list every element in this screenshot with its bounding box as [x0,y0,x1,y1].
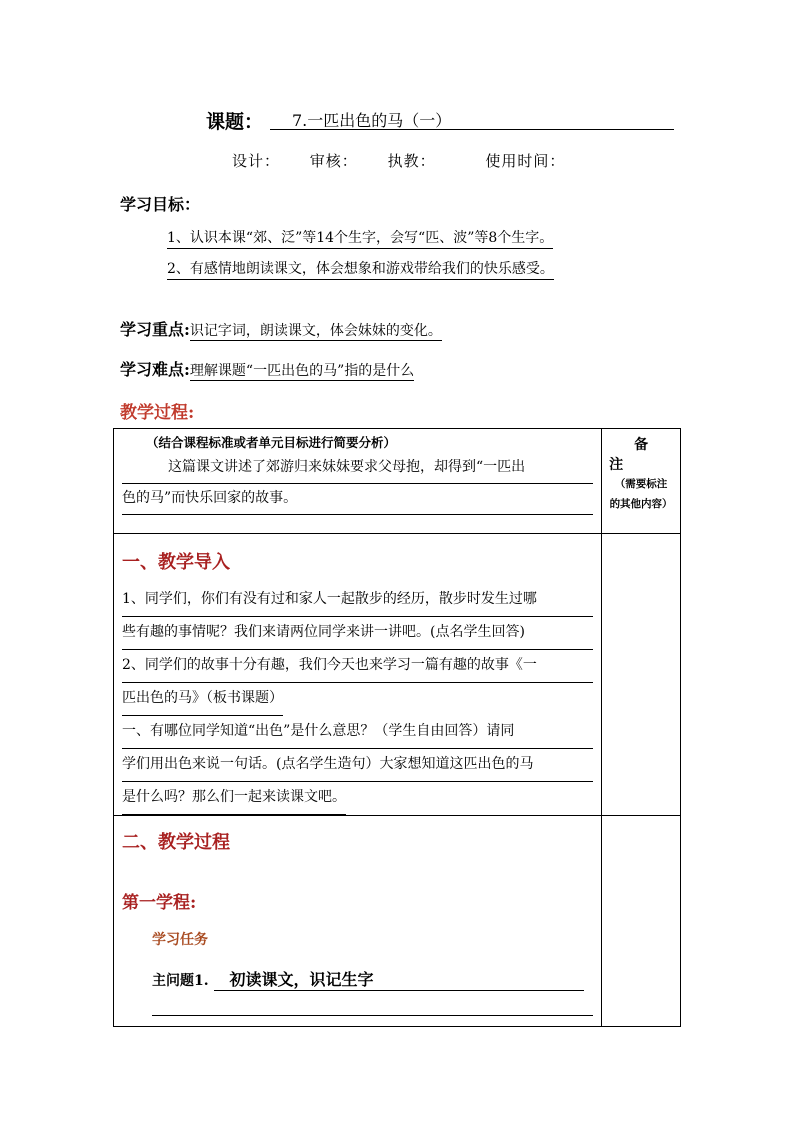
stage1-title: 第一学程: [122,893,197,913]
q1-label: 主问题1. [152,973,209,989]
s1-p2-b: 匹出色的马》（板书课题） [122,683,283,716]
analysis-text-2: 色的马”而快乐回家的故事。 [122,484,593,515]
section1-cell [114,534,602,816]
answer-blank-line[interactable] [152,995,593,1016]
q1-value: 初读课文，识记生字 [214,967,584,991]
meta-design: 设计： [232,152,281,170]
focus-label: 学习重点: [120,320,190,339]
section2-cell [114,816,602,1027]
task-label: 学习任务 [152,932,208,948]
analysis-text-1: 这篇课文讲述了郊游归来妹妹要求父母抱，却得到“一匹出 [122,453,593,484]
lesson-title [206,107,676,131]
meta-review: 审核： [309,152,358,170]
section1-row [114,534,681,816]
remark-cell-3 [602,816,681,1027]
goal-item-1: 1、认识本课“郊、泛”等14个生字，会写“匹、波”等8个生字。 [167,227,553,249]
s1-p1-a: 1、同学们，你们有没有过和家人一起散步的经历，散步时发生过哪 [122,584,593,617]
remark-sub-1: （需要标注 [614,478,668,490]
analysis-head: （结合课程标准或者单元目标进行简要分析） [146,435,397,450]
s1-p3-b: 学们用出色来说一句话。(点名学生造句）大家想知道这匹出色的马 [122,749,593,782]
process-title: 教学过程: [120,403,195,423]
analysis-cell [114,429,602,534]
remark-cell-2 [602,534,681,816]
meta-row [232,150,589,171]
focus-row [120,317,442,340]
section2-title: 二、教学过程 [122,832,230,853]
remark-sub-2: 的其他内容） [609,498,673,510]
difficulty-label: 学习难点: [120,360,190,379]
s1-p1-b: 些有趣的事情呢？我们来请两位同学来讲一讲吧。(点名学生回答) [122,617,593,650]
difficulty-value: 理解课题“一匹出色的马”指的是什么 [189,363,415,379]
title-label: 课题： [206,111,264,133]
question-row-1 [122,967,593,991]
remark-cell [602,429,681,534]
title-value: 7.一匹出色的马（一） [270,108,674,130]
lesson-table [113,428,681,1027]
section1-title: 一、教学导入 [122,552,230,573]
goals-label: 学习目标： [120,195,201,214]
s1-p3-a: 一、有哪位同学知道“出色”是什么意思？（学生自由回答）请同 [122,716,593,749]
meta-teacher: 执教： [387,152,436,170]
focus-value: 识记字词，朗读课文，体会妹妹的变化。 [189,323,442,339]
s1-p2-a: 2、同学们的故事十分有趣，我们今天也来学习一篇有趣的故事《一 [122,650,593,683]
meta-time: 使用时间： [485,152,566,170]
analysis-row [114,429,681,534]
remark-title-1: 备 [634,437,649,453]
s1-p3-c: 是什么吗？那么们一起来读课文吧。 [122,782,346,815]
goal-item-2: 2、有感情地朗读课文，体会想象和游戏带给我们的快乐感受。 [167,258,554,280]
remark-title-2: 注 [609,457,624,473]
difficulty-row [120,357,414,380]
section2-row [114,816,681,1027]
